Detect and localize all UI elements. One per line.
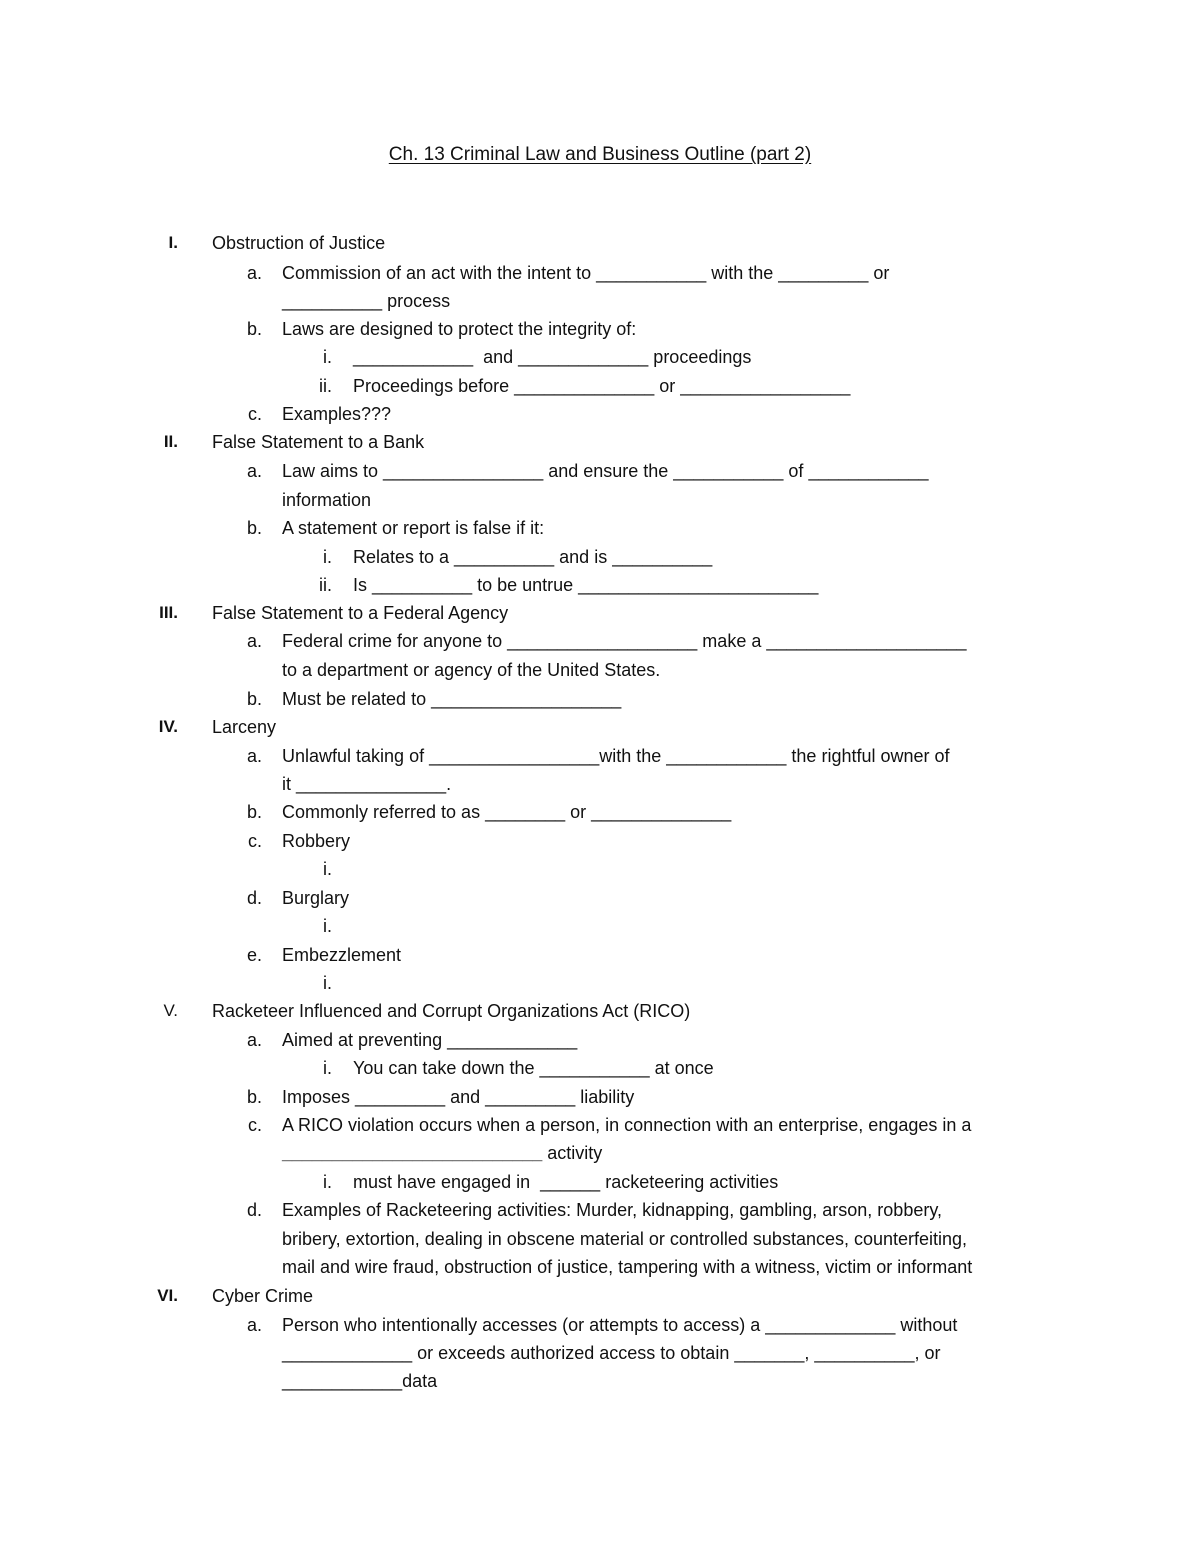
item-text: Embezzlement xyxy=(282,945,402,965)
sub-text: Relates to a __________ and is __________ xyxy=(353,547,713,567)
sub-text: You can take down the ___________ at once xyxy=(353,1058,714,1078)
item-text: A RICO violation occurs when a person, in connection with an enterprise, engages in a xyxy=(282,1115,972,1135)
item-text: Imposes _________ and _________ liability xyxy=(282,1087,635,1107)
section-heading: Cyber Crime xyxy=(212,1286,314,1306)
section-heading: False Statement to a Federal Agency xyxy=(212,603,509,623)
item-text: Commission of an act with the intent to ___________ with the _________ or xyxy=(282,263,890,283)
item-text: bribery, extortion, dealing in obscene material or controlled substances, counterfeiting, xyxy=(282,1229,968,1249)
document-page: Ch. 13 Criminal Law and Business Outline (part 2) I. Obstruction of Justice a. Commission of an act with the intent to ___________ with the _________ or __________ process b. Laws are designed to protect the integrity of: i. ____________ and _____________ proceedings ii. Proceedings before ______________ or _________________ c. Examples??? II. False Statement to a Bank a. Law aims to ________________ and ensure the ___________ of ____________ information b. A statement or report is false if it: i. Relates to a __________ and is __________ ii. Is __________ to be untrue ________________________ III. False Statement to a Federal Agency a. Federal crime for anyone to ___________________ make a ____________________ to a department or agency of the United States. b. Must be related to ___________________ IV. Larceny a. Unlawful taking of _________________with the ____________ the rightful owner of it _______________. b. Commonly referred to as ________ or ______________ c. Robbery i. d. Burglary i. e. Embezzlement i. V. Racketeer Influenced and Corrupt Organizations Act (RICO) a. Aimed at preventing _____________ i. You can take down the ___________ at once b. Imposes _________ and _________ liability c. A RICO violation occurs when a person, in connection with an enterprise, engages in a __________________________ activity i. must have engaged in ______ racketeering activities d. Examples of Racketeering activities: Murder, kidnapping, gambling, arson, robbery, bribery, extortion, dealing in obscene material or controlled substances, counterfeiting, mail and wire fraud, obstruction of justice, tampering with a witness, victim or informant VI. Cyber Crime a. Person who intentionally accesses (or attempts to access) a _____________ without _____________ or exceeds authorized access to obtain _______, __________, or ____________data xyxy=(0,0,1200,1553)
item-text: Federal crime for anyone to ___________________ make a ____________________ xyxy=(282,631,967,651)
bold-blank: __________________________ xyxy=(282,1143,543,1163)
document-title: Ch. 13 Criminal Law and Business Outline (part 2) xyxy=(388,144,812,165)
item-text: Examples??? xyxy=(282,404,392,424)
item-text: __________ process xyxy=(282,291,451,311)
item-text-bold-blank xyxy=(282,1141,602,1165)
item-text: Burglary xyxy=(282,888,350,908)
section-heading: Larceny xyxy=(212,717,277,737)
sub-text: Is __________ to be untrue ________________________ xyxy=(353,575,819,595)
item-text: Aimed at preventing _____________ xyxy=(282,1030,578,1050)
item-text: to a department or agency of the United States. xyxy=(282,660,661,680)
item-text: A statement or report is false if it: xyxy=(282,518,545,538)
item-text: information xyxy=(282,490,372,510)
blank-suffix: activity xyxy=(542,1143,603,1163)
sub-text: must have engaged in ______ racketeering activities xyxy=(353,1172,779,1192)
sub-text: Proceedings before ______________ or _________________ xyxy=(353,376,851,396)
item-text: Examples of Racketeering activities: Murder, kidnapping, gambling, arson, robbery, xyxy=(282,1200,942,1220)
item-text: _____________ or exceeds authorized access to obtain _______, __________, or xyxy=(282,1343,941,1363)
item-text: mail and wire fraud, obstruction of justice, tampering with a witness, victim or informant xyxy=(282,1257,973,1277)
item-text: Laws are designed to protect the integrity of: xyxy=(282,319,637,339)
section-heading: False Statement to a Bank xyxy=(212,432,425,452)
item-text: Must be related to ___________________ xyxy=(282,689,622,709)
section-heading: Obstruction of Justice xyxy=(212,233,386,253)
section-heading: Racketeer Influenced and Corrupt Organizations Act (RICO) xyxy=(212,1001,691,1021)
item-text: it _______________. xyxy=(282,774,452,794)
item-text: ____________data xyxy=(282,1371,438,1391)
item-text: Robbery xyxy=(282,831,351,851)
sub-text: ____________ and _____________ proceedings xyxy=(353,347,752,367)
item-text: Person who intentionally accesses (or attempts to access) a _____________ without xyxy=(282,1315,958,1335)
item-text: Unlawful taking of _________________with the ____________ the rightful owner of xyxy=(282,746,950,766)
item-text: Commonly referred to as ________ or ______________ xyxy=(282,802,732,822)
item-text: Law aims to ________________ and ensure the ___________ of ____________ xyxy=(282,461,929,481)
